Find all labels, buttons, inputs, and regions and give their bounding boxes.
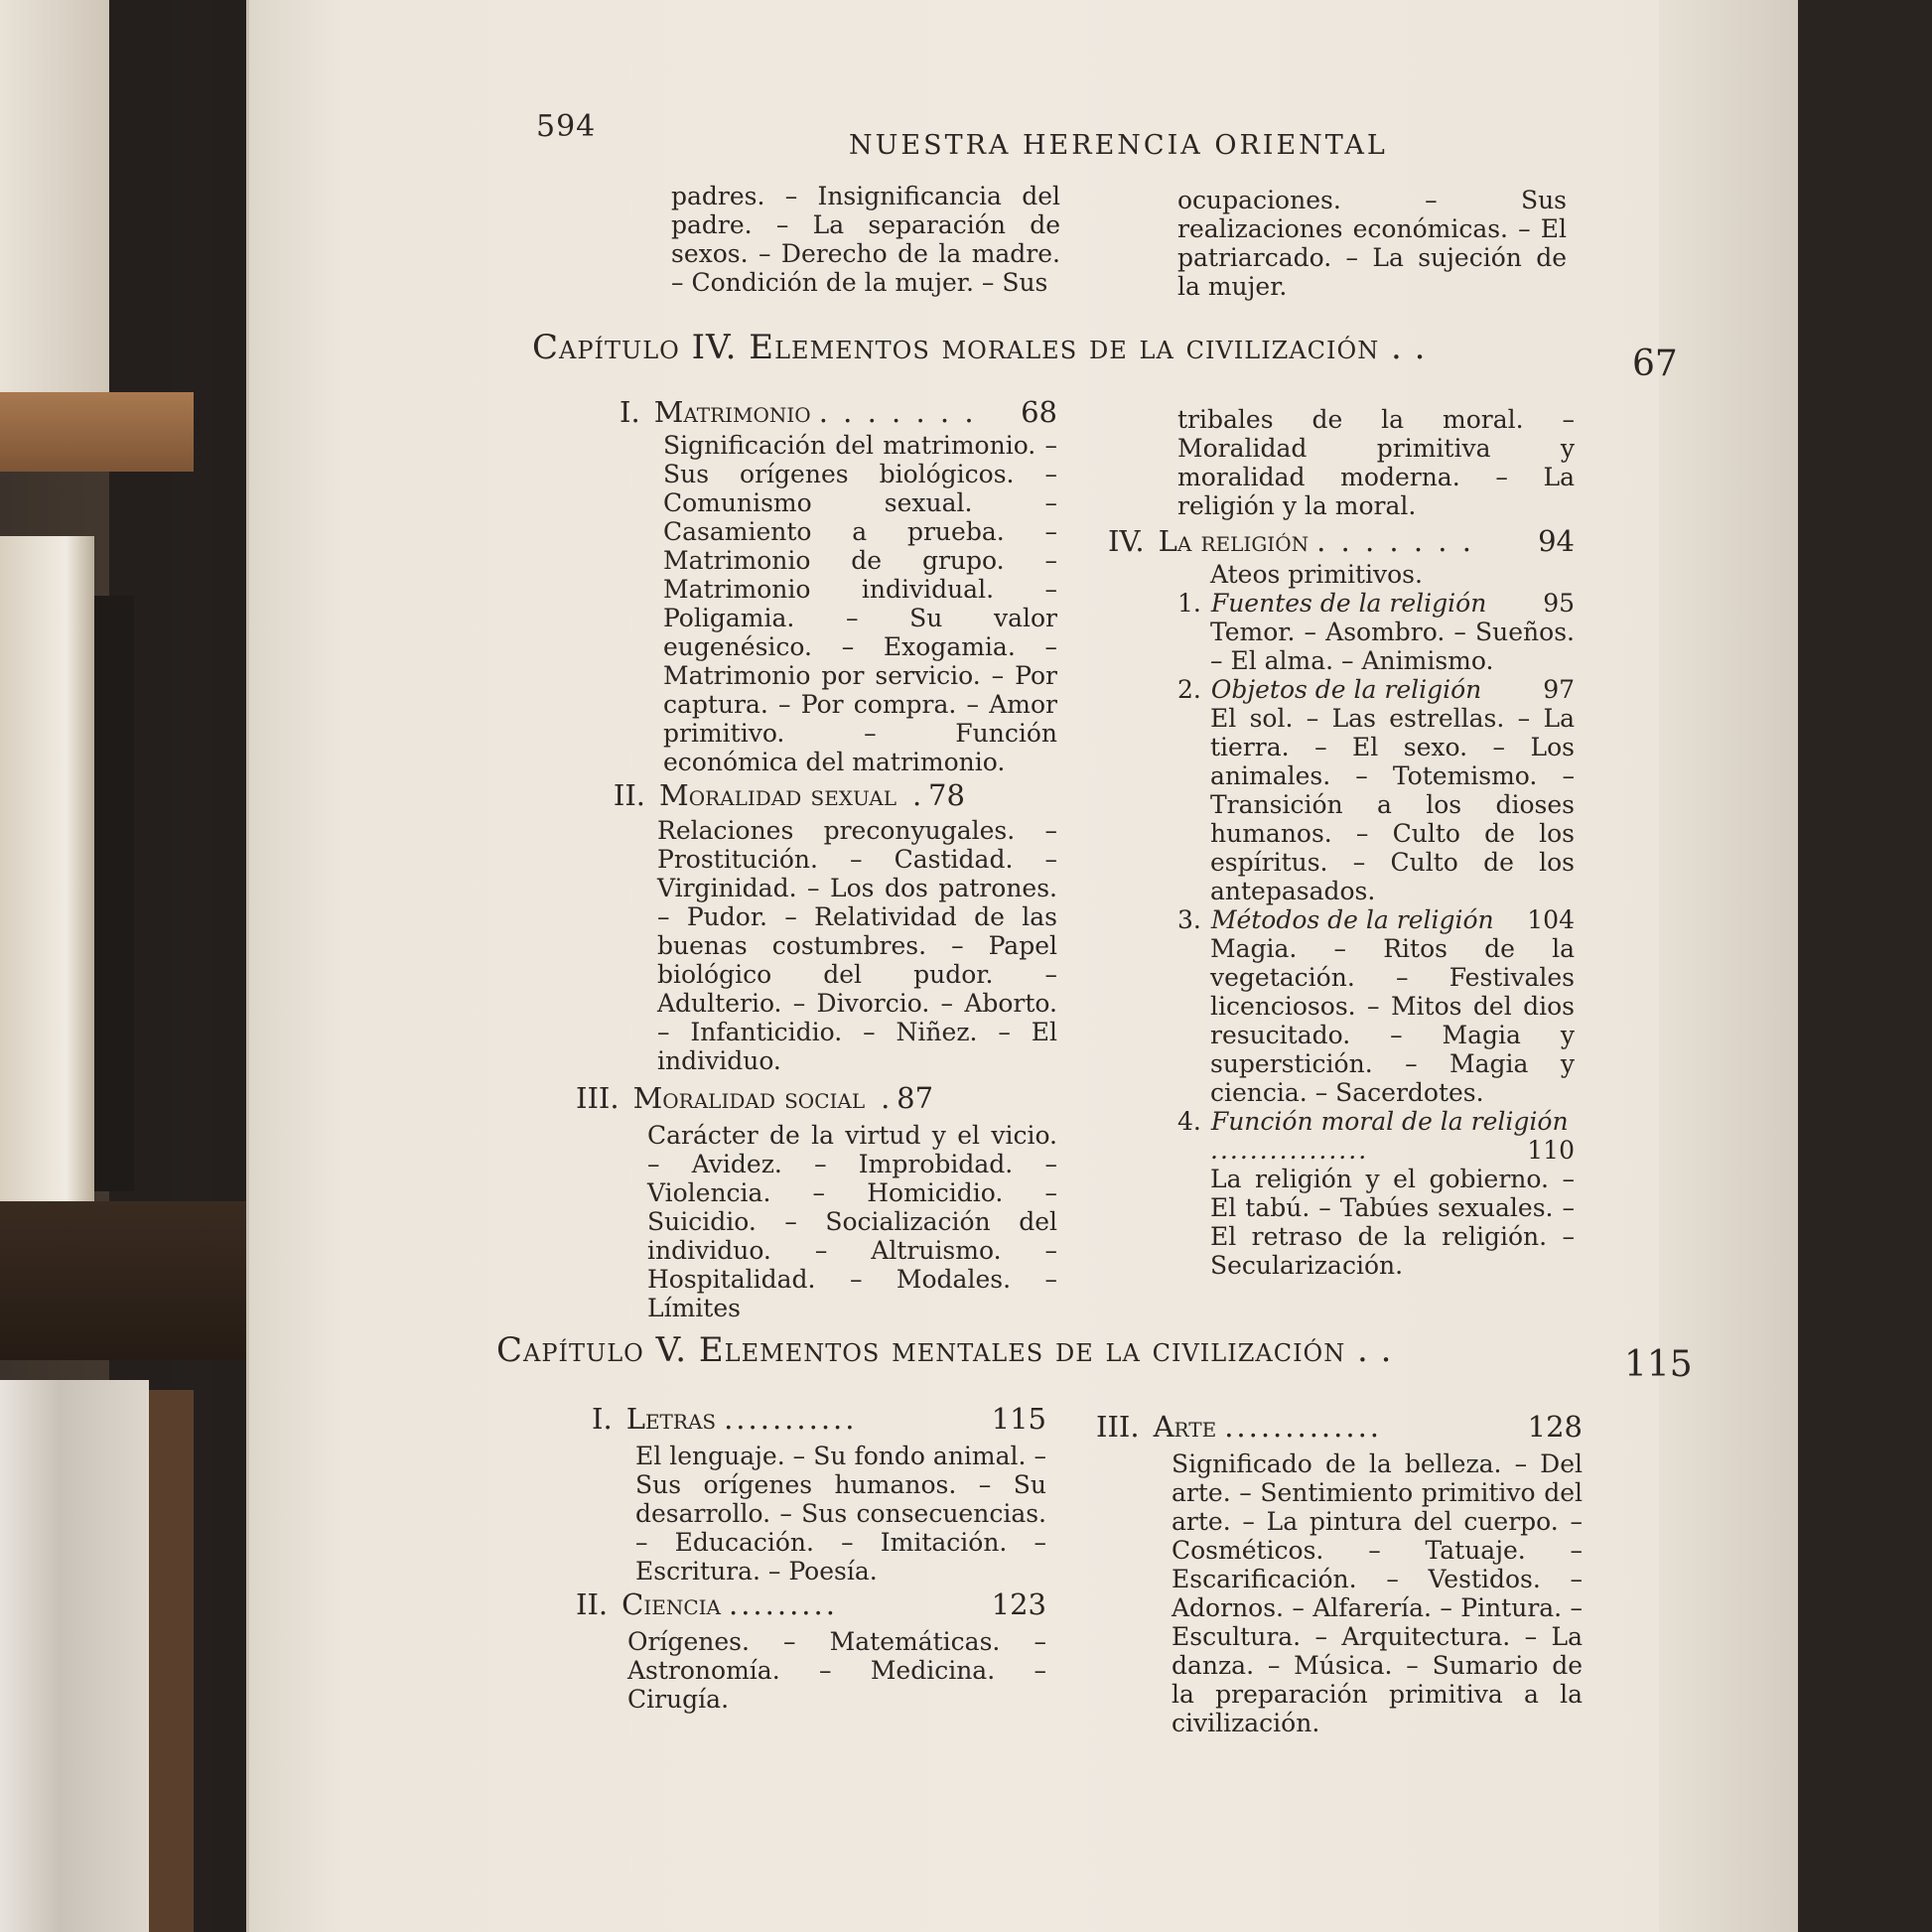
section-moralidad-sexual-heading — [596, 778, 1057, 812]
subsection-page: 104 — [1527, 905, 1575, 934]
subsection-title: Fuentes de la religión — [1210, 589, 1487, 618]
section-title: Letras — [625, 1402, 717, 1436]
subsection-fuentes-heading — [1177, 589, 1575, 618]
chapter-4-left-column — [576, 395, 1057, 1322]
continuation-left — [671, 182, 1060, 297]
chapter-4-page: 67 — [1632, 344, 1678, 384]
subsection-page: 97 — [1543, 675, 1575, 704]
leader-dots: . . . . . . . — [818, 395, 977, 429]
subsection-title: Objetos de la religión — [1210, 675, 1482, 704]
subsection-objetos-heading — [1177, 675, 1575, 704]
section-moralidad-social-text: Carácter de la virtud y el vicio. – Avidez. – Improbidad. – Violencia. – Homicidio. – Suicidio. – Socialización del individuo. – Altruismo. – Hospitalidad. – Modales. – Límites — [647, 1121, 1057, 1322]
section-title: La religión — [1158, 524, 1310, 558]
section-moralidad-social-continuation: tribales de la moral. – Moralidad primitiva y moralidad moderna. – La religión y la moral. — [1177, 405, 1575, 520]
chapter-5-title: Capítulo V. Elementos mentales de la civilización . . — [496, 1330, 1393, 1370]
section-roman: III. — [1096, 1410, 1140, 1444]
section-arte-heading — [1096, 1410, 1583, 1444]
section-roman: I. — [592, 1402, 613, 1436]
subsection-funcion-text: La religión y el gobierno. – El tabú. – Tabúes sexuales. – El retraso de la religión. – Secularización. — [1210, 1165, 1575, 1280]
leader-dots: . — [881, 1081, 894, 1115]
section-religion-intro: Ateos primitivos. — [1210, 560, 1423, 589]
section-roman: II. — [576, 1587, 609, 1621]
subsection-funcion-heading — [1177, 1107, 1575, 1136]
section-moralidad-social-heading — [576, 1081, 1057, 1115]
section-letras-text: El lenguaje. – Su fondo animal. – Sus orígenes humanos. – Su desarrollo. – Sus consecuencias. – Educación. – Imitación. – Escritura. – Poesía. — [635, 1442, 1046, 1586]
section-arte-text: Significado de la belleza. – Del arte. – Sentimiento primitivo del arte. – La pintura del cuerpo. – Cosméticos. – Tatuaje. – Escarificación. – Vestidos. – Adornos. – Alfarería. – Pintura. – Escultura. – Arquitectura. – La danza. – Música. – Sumario de la preparación primitiva a la civilización. — [1172, 1449, 1583, 1737]
section-title: Matrimonio — [653, 395, 811, 429]
subsection-page: 110 — [1527, 1136, 1575, 1165]
section-title: Ciencia — [621, 1587, 721, 1621]
book-spine — [0, 1380, 149, 1932]
subsection-number: 3. — [1177, 905, 1201, 934]
section-roman: II. — [613, 778, 645, 812]
section-page: 87 — [897, 1081, 934, 1115]
book-spine — [0, 0, 109, 417]
section-matrimonio-text: Significación del matrimonio. – Sus orígenes biológicos. – Comunismo sexual. – Casamiento a prueba. – Matrimonio de grupo. – Matrimonio individual. – Poligamia. – Su valor eugenésico. – Exogamia. – Matrimonio por servicio. – Por captura. – Por compra. – Amor primitivo. – Función económica del matrimonio. — [663, 431, 1057, 776]
book-spine — [0, 536, 94, 1211]
subsection-fuentes-text: Temor. – Asombro. – Sueños. – El alma. – Animismo. — [1210, 618, 1575, 675]
book-spine — [94, 596, 134, 1191]
section-matrimonio-heading — [620, 395, 1057, 429]
section-ciencia-heading — [576, 1587, 1046, 1621]
subsection-metodos-heading — [1177, 905, 1575, 934]
section-title: Arte — [1153, 1410, 1217, 1444]
section-letras-heading — [592, 1402, 1046, 1436]
section-page: 123 — [991, 1587, 1046, 1621]
religion-subsections — [1177, 589, 1575, 1280]
subsection-number: 2. — [1177, 675, 1201, 704]
chapter-4-title: Capítulo IV. Elementos morales de la civilización . . — [532, 328, 1427, 367]
section-page: 94 — [1538, 524, 1575, 558]
continuation-right — [1177, 186, 1567, 301]
section-roman: I. — [620, 395, 640, 429]
section-title: Moralidad sexual — [659, 778, 897, 812]
leader-dots: ........... — [724, 1402, 858, 1436]
chapter-4-right-column — [1108, 405, 1575, 1280]
chapter-5-right-column — [1096, 1410, 1583, 1737]
page-number: 594 — [536, 109, 597, 144]
leader-dots: ......... — [728, 1587, 838, 1621]
subsection-objetos-text: El sol. – Las estrellas. – La tierra. – El sexo. – Los animales. – Totemismo. – Transición a los dioses humanos. – Culto de los espíritus. – Culto de los antepasados. — [1210, 704, 1575, 905]
continuation-left-text: padres. – Insignificancia del padre. – La separación de sexos. – Derecho de la madre. – Condición de la mujer. – Sus — [671, 182, 1060, 297]
section-page: 68 — [1021, 395, 1057, 429]
chapter-5-page: 115 — [1624, 1344, 1693, 1385]
leader-dots: . — [912, 778, 925, 812]
subsection-number: 4. — [1177, 1107, 1201, 1136]
chapter-5-left-column — [576, 1402, 1046, 1714]
subsection-number: 1. — [1177, 589, 1201, 618]
continuation-right-text: ocupaciones. – Sus realizaciones económicas. – El patriarcado. – La sujeción de la mujer. — [1177, 186, 1567, 301]
section-page: 78 — [928, 778, 965, 812]
leader-dots: ............. — [1224, 1410, 1383, 1444]
section-moralidad-sexual-text: Relaciones preconyugales. – Prostitución. – Castidad. – Virginidad. – Los dos patrones. – Pudor. – Relatividad de las buenas costumbres. – Papel biológico del pudor. – Adulterio. – Divorcio. – Aborto. – Infanticidio. – Niñez. – El individuo. — [657, 816, 1057, 1075]
running-title: NUESTRA HERENCIA ORIENTAL — [849, 130, 1388, 161]
section-title: Moralidad social — [632, 1081, 866, 1115]
section-page: 115 — [991, 1402, 1046, 1436]
section-page: 128 — [1527, 1410, 1583, 1444]
subsection-title: Función moral de la religión — [1210, 1107, 1569, 1136]
section-ciencia-text: Orígenes. – Matemáticas. – Astronomía. – Medicina. – Cirugía. — [627, 1627, 1046, 1714]
subsection-page: 95 — [1543, 589, 1575, 618]
section-religion-heading — [1108, 524, 1575, 558]
leader-dots: ................ — [1210, 1136, 1369, 1165]
subsection-metodos-text: Magia. – Ritos de la vegetación. – Festivales licenciosos. – Mitos del dios resucitado. – Magia y superstición. – Magia y ciencia. – Sacerdotes. — [1210, 934, 1575, 1107]
page-edge — [1659, 0, 1798, 1932]
section-roman: III. — [576, 1081, 620, 1115]
subsection-title: Métodos de la religión — [1210, 905, 1494, 934]
leader-dots: . . . . . . . — [1316, 524, 1474, 558]
book-spine — [149, 1390, 194, 1932]
subsection-funcion-leader — [1210, 1136, 1575, 1165]
section-roman: IV. — [1108, 524, 1145, 558]
shelf-plank — [0, 392, 194, 472]
